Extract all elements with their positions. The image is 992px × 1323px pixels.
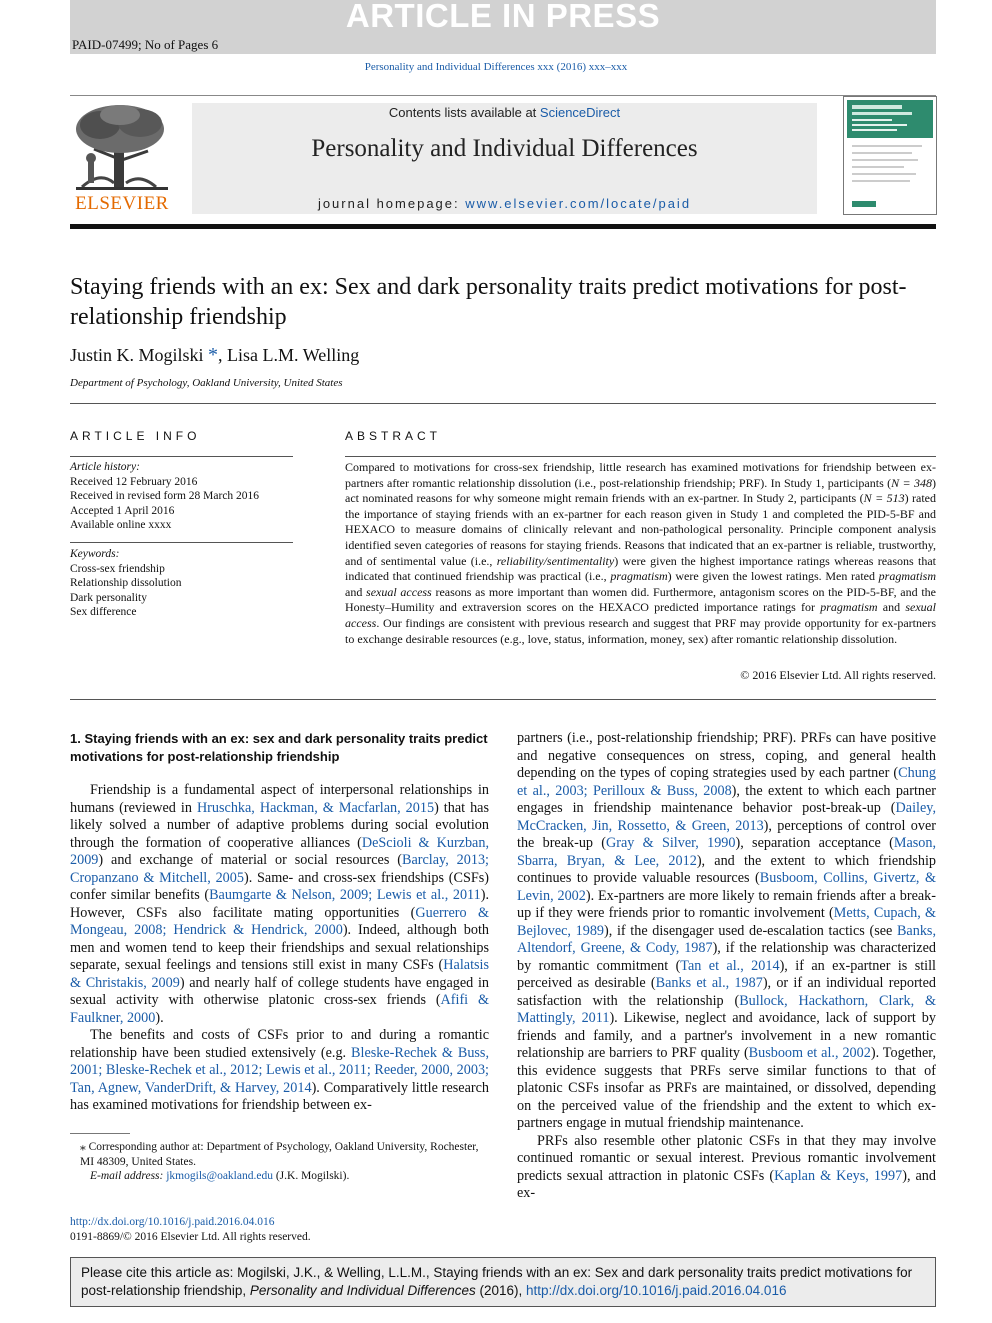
citation-link[interactable]: Bleske-Rechek & Buss, 2001; Bleske-Rechek et al., 2012; Lewis et al., 2011; Reeder, 2000, 2003; Tan, Agnew, VanderDrift, & Harvey, 2014 <box>70 1044 490 1096</box>
body-text: ), if the relationship was characterized by romantic commitment ( <box>517 940 936 974</box>
divider <box>345 456 936 457</box>
article-in-press-title: ARTICLE IN PRESS <box>345 0 661 34</box>
body-text: ). However, CSFs also facilitate mating opportunities ( <box>70 887 489 921</box>
journal-header-box <box>192 103 817 214</box>
journal-name: Personality and Individual Differences <box>311 135 698 162</box>
keyword: Cross-sex friendship <box>70 562 165 575</box>
keyword: Relationship dissolution <box>70 577 182 589</box>
body-paragraph <box>70 782 489 1027</box>
journal-reference-link[interactable]: Personality and Individual Differences xxx (2016) xxx–xxx <box>364 61 628 73</box>
author-name[interactable]: Justin K. Mogilski <box>70 345 204 365</box>
body-text: ) and nearly half of college students have engaged in sexual activity with otherwise platonic cross-sex friends ( <box>70 974 489 1008</box>
header-divider <box>70 224 936 229</box>
citation-link[interactable]: Hruschka, Hackman, & Macfarlan, 2015 <box>196 799 435 816</box>
body-text: ), if the disengager used de-escalation tactics (see <box>604 922 897 939</box>
body-text: ). Comparatively little research has examined motivations for friendship between ex- <box>70 1079 489 1113</box>
body-text: ), separation acceptance ( <box>735 835 894 851</box>
author-name[interactable]: Lisa L.M. Welling <box>227 345 360 365</box>
section-title: 1. Staying friends with an ex: sex and dark personality traits predict motivations for post-relationship friendship <box>70 731 488 764</box>
body-text: ), and the extent to which friendship continues to provide valuable resources ( <box>517 852 936 886</box>
body-text: ), or if an individual reported satisfaction with the relationship ( <box>517 975 937 1009</box>
abstract-body: Compared to motivations for cross-sex friendship, little research has examined motivations for friendship between ex-partners after romantic relationship dissolution (i.e., post-relationship friendship; PRF). In Study 1, participants (N = 348) act nominated reasons for why someone might remain friends with an ex-partner. In Study 2, participants (N = 513) rated the importance of staying friends with an ex-partner for each reason given in Study 1 and completed the PID-5-BF and HEXACO to measure domains of clinically relevant and non-pathological personality. Principle component analysis identified seven categories of reasons for staying friends. Reasons that indicated that an ex-partner is reliable, trustworthy, and of sentimental value (i.e., reliability/sentimentality) were given the highest importance ratings whereas reasons that indicated that continued friendship was practical (i.e., pragmatism) were given the lowest ratings. Men rated pragmatism and sexual access reasons as more important than women did. Furthermore, antagonism scores on the PID-5-BF, and the Honesty–Humility and extraversion scores on the HEXACO predicted importance ratings for pragmatism and sexual access. Our findings are consistent with previous research and suggest that PRF may provide opportunity for ex-partners to exchange desirable resources (e.g., love, status, information, money, sex) after romantic relationship dissolution. <box>345 460 937 646</box>
issn-line: 0191-8869/© 2016 Elsevier Ltd. All rights reserved. <box>70 1230 311 1243</box>
citation-link[interactable]: Banks, Altendorf, Greene, & Cody, 1987 <box>517 922 936 956</box>
article-history <box>70 460 293 533</box>
citation-link[interactable]: Afifi & Faulkner, 2000 <box>70 992 489 1026</box>
citation-link[interactable]: Busboom et al., 2002 <box>748 1045 871 1061</box>
citation-link[interactable]: Busboom, Collins, Givertz, & Levin, 2002 <box>517 870 936 904</box>
citation-link[interactable]: Metts, Cupach, & Bejlovec, 1989 <box>517 905 936 939</box>
keywords <box>70 547 293 620</box>
body-text: Friendship is a fundamental aspect of interpersonal relationships in humans (reviewed in <box>70 782 489 816</box>
citation-link[interactable]: Bullock, Hackathorn, Clark, & Mattingly, 2011 <box>517 992 936 1026</box>
divider <box>70 95 936 96</box>
affiliation: Department of Psychology, Oakland University, United States <box>70 377 343 389</box>
citation-link[interactable]: DeScioli & Kurzban, 2009 <box>70 834 489 868</box>
email-note: E-mail address: jkmogils@oakland.edu (J.K. Mogilski). <box>90 1170 350 1182</box>
footnote-divider <box>70 1133 130 1134</box>
citation-doi-link[interactable]: http://dx.doi.org/10.1016/j.paid.2016.04.016 <box>526 1282 787 1298</box>
citation-link[interactable]: Chung et al., 2003; Perilloux & Buss, 2008 <box>517 765 936 799</box>
body-paragraph <box>517 730 936 1133</box>
body-text: ), if an ex-partner is still perceived as desirable ( <box>517 957 936 991</box>
journal-cover-image <box>844 97 936 214</box>
body-paragraph <box>70 1027 489 1115</box>
keyword: Dark personality <box>70 591 147 604</box>
doi-link[interactable]: http://dx.doi.org/10.1016/j.paid.2016.04.016 <box>70 1216 275 1228</box>
divider <box>70 699 936 700</box>
citation-box <box>70 1257 936 1307</box>
history-label: Article history: <box>70 461 140 473</box>
citation-link[interactable]: Barclay, 2013; Cropanzano & Mitchell, 2005 <box>70 852 489 886</box>
body-text: ), perceptions of control over the break-up ( <box>517 817 936 851</box>
article-title: Staying friends with an ex: Sex and dark personality traits predict motivations for post-relationship friendship <box>70 274 907 330</box>
body-text: ). Indeed, although both men and women tend to keep their friendships and sexual relationships separate, sexual feelings and tensions still exist in many CSFs ( <box>70 922 489 973</box>
citation-link[interactable]: Banks et al., 1987 <box>655 975 763 991</box>
elsevier-wordmark: ELSEVIER <box>75 193 169 214</box>
body-left-column <box>70 730 489 1115</box>
divider <box>70 542 293 543</box>
keywords-label: Keywords: <box>70 548 120 560</box>
sciencedirect-link[interactable]: ScienceDirect <box>539 105 621 120</box>
citation-link[interactable]: Mason, Sbarra, Bryan, & Lee, 2012 <box>517 835 936 869</box>
keyword: Sex difference <box>70 606 137 618</box>
body-text: ). <box>155 1009 164 1026</box>
body-paragraph <box>517 1133 936 1203</box>
manuscript-id: PAID-07499; No of Pages 6 <box>72 37 219 52</box>
history-item: Received in revised form 28 March 2016 <box>70 490 260 502</box>
footnote <box>70 1140 490 1184</box>
email-link[interactable]: jkmogils@oakland.edu <box>166 1170 273 1182</box>
history-item: Available online xxxx <box>70 519 172 531</box>
body-text: ), and ex- <box>517 1167 936 1201</box>
corresponding-author-note: ⁎ Corresponding author at: Department of Psychology, Oakland University, Rochester, MI 48309, United States. <box>80 1141 479 1168</box>
citation-text: Please cite this article as: Mogilski, J.K., & Welling, L.L.M., Staying friends with an ex: Sex and dark personality traits predict motivations for post-relationship friendship, Personality and Individual Differences (2016), http://dx.doi.org/10.1016/j.paid.2016.04.016 <box>81 1265 913 1298</box>
body-text: ) that has likely solved a number of adaptive problems during social evolution through the formation of cooperative alliances ( <box>70 799 489 851</box>
history-item: Received 12 February 2016 <box>70 475 198 488</box>
citation-link[interactable]: Kaplan & Keys, 1997 <box>774 1167 903 1184</box>
body-text: ). Ex-partners are more likely to remain friends after a break-up if they were friends prior to romantic involvement ( <box>517 887 936 921</box>
body-right-column <box>517 730 936 1203</box>
elsevier-tree-icon <box>70 103 174 191</box>
corresponding-author-marker[interactable]: * <box>208 344 219 366</box>
citation-link[interactable]: Halatsis & Christakis, 2009 <box>70 957 489 991</box>
journal-homepage: journal homepage: www.elsevier.com/locate/paid <box>317 196 692 211</box>
citation-link[interactable]: Guerrero & Mongeau, 2008; Hendrick & Hendrick, 2000 <box>70 904 489 938</box>
body-text: ), the extent to which each partner engages in friendship maintenance behavior post-break-up ( <box>517 782 937 816</box>
body-text: partners (i.e., post-relationship friendship; PRF). PRFs can have positive and negative consequences on stress, coping, and general health depending on the types of coping strategies used by each partner ( <box>517 730 936 781</box>
body-text: PRFs also resemble other platonic CSFs in that they may involve continued romantic or sexual interest. Previous romantic involvement predicts sexual attraction in platonic CSFs ( <box>517 1132 936 1184</box>
divider <box>70 403 936 404</box>
abstract-heading: ABSTRACT <box>345 429 442 443</box>
contents-availability: Contents lists available at ScienceDirect <box>388 105 621 120</box>
homepage-link[interactable]: www.elsevier.com/locate/paid <box>465 196 692 211</box>
abstract-copyright: © 2016 Elsevier Ltd. All rights reserved. <box>740 668 936 682</box>
citation-link[interactable]: Gray & Silver, 1990 <box>606 835 736 851</box>
doi-block <box>70 1215 311 1244</box>
author-list: Justin K. Mogilski *, Lisa L.M. Welling <box>70 344 360 366</box>
body-text: ). Likewise, neglect and avoidance, lack of support by friends and family, and a partner's involvement in a new romantic relationship are barriers to PRF quality ( <box>517 1010 936 1061</box>
citation-link[interactable]: Dailey, McCracken, Jin, Rossetto, & Green, 2013 <box>517 800 936 834</box>
journal-cover-thumbnail[interactable] <box>843 96 937 215</box>
history-item: Accepted 1 April 2016 <box>70 504 175 517</box>
body-text: ). Together, this evidence suggests that PRFs serve similar functions to that of platonic CSFs insofar as PRFs are maintained, or dissolved, depending on the perceived value of the friendship and the extent to which ex-partners engage in mutual friendship maintenance. <box>517 1045 936 1131</box>
citation-link[interactable]: Baumgarte & Nelson, 2009; Lewis et al., 2011 <box>209 887 481 903</box>
body-text: ) and exchange of material or social resources ( <box>98 852 403 868</box>
article-info-heading: ARTICLE INFO <box>70 429 201 443</box>
body-text: ). Same- and cross-sex friendships (CSFs) confer similar benefits ( <box>70 869 489 903</box>
divider <box>70 456 293 457</box>
body-text: The benefits and costs of CSFs prior to and during a romantic relationship have been studied extensively (e.g. <box>70 1027 489 1061</box>
citation-link[interactable]: Tan et al., 2014 <box>680 957 780 974</box>
